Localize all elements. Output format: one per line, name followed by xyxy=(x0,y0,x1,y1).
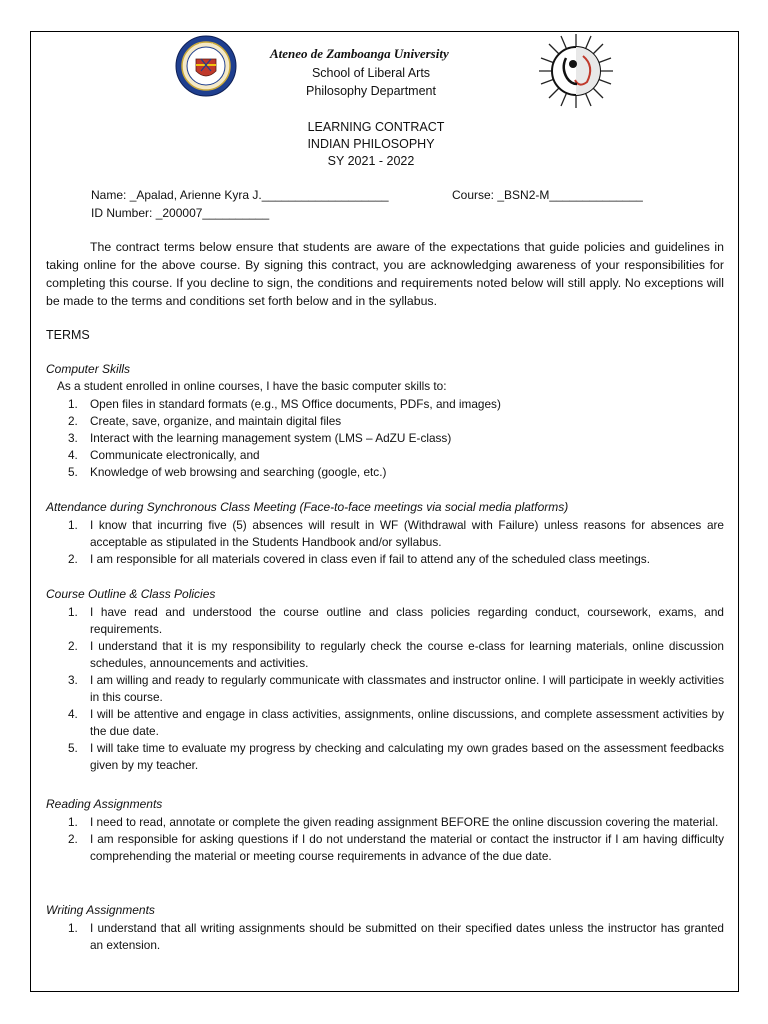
list-item: 2. Create, save, organize, and maintain digital files xyxy=(68,414,342,428)
intro-text: The contract terms below ensure that students are aware of the expectations that guide policies and guidelines in taking online for the above course. By signing this contract, you are acknowledging awareness of your responsibilities for completing this course. If you decline to sign, the conditions and requirements noted below will still apply. No exceptions will be made to the terms and conditions set forth below and in the syllabus. xyxy=(46,240,724,308)
course-label: Course: xyxy=(452,188,495,202)
id-number-value: _200007__________ xyxy=(155,206,270,220)
list-item: 5. I will take time to evaluate my progress by checking and calculating my own grades based on the assessment feedbacks given by my teacher. xyxy=(68,741,724,772)
section-title-attendance: Attendance during Synchronous Class Meeting (Face-to-face meetings via social media platforms) xyxy=(46,500,569,514)
course-value: _BSN2-M______________ xyxy=(497,188,643,202)
course-title: INDIAN PHILOSOPHY xyxy=(307,137,435,151)
name-value: _Apalad, Arienne Kyra J.___________________ xyxy=(129,188,389,202)
section-title-reading-assignments: Reading Assignments xyxy=(46,797,163,811)
intro-paragraph xyxy=(46,238,724,310)
list-item: 1. I understand that all writing assignments should be submitted on their specified dates unless the instructor has granted an extension. xyxy=(68,921,724,952)
list-item: 1. Open files in standard formats (e.g., MS Office documents, PDFs, and images) xyxy=(68,397,501,411)
philosophy-department-logo-icon xyxy=(531,32,621,110)
list-item: 2. I am responsible for all materials covered in class even if fail to attend any of the scheduled class meetings. xyxy=(68,552,650,566)
list-item: 5. Knowledge of web browsing and searching (google, etc.) xyxy=(68,465,387,479)
list-item: 2. I understand that it is my responsibility to regularly check the course e-class for learning materials, online discussion schedules, announcements and activities. xyxy=(68,639,724,670)
course-field xyxy=(452,188,643,202)
terms-heading: TERMS xyxy=(46,328,90,342)
computer-skills-list xyxy=(46,396,724,481)
document-page xyxy=(30,31,739,992)
attendance-list xyxy=(46,517,724,568)
list-item: 1. I have read and understood the course outline and class policies regarding conduct, coursework, exams, and requirements. xyxy=(68,605,724,636)
school-year: SY 2021 - 2022 xyxy=(327,154,415,168)
list-item: 3. Interact with the learning management system (LMS – AdZU E-class) xyxy=(68,431,452,445)
reading-assignments-list xyxy=(46,814,724,865)
writing-assignments-list xyxy=(46,920,724,954)
course-outline-list xyxy=(46,604,724,774)
list-item: 1. I need to read, annotate or complete the given reading assignment BEFORE the online discussion covering the material. xyxy=(68,815,719,829)
name-field xyxy=(91,188,389,202)
list-item: 4. I will be attentive and engage in class activities, assignments, online discussions, and complete assessment activities by the due date. xyxy=(68,707,724,738)
list-item: 4. Communicate electronically, and xyxy=(68,448,260,462)
list-item: 2. I am responsible for asking questions if I do not understand the material or contact the instructor if I am having difficulty comprehending the material or meeting course requirements in advance of the due date. xyxy=(68,832,724,863)
list-item: 3. I am willing and ready to regularly communicate with classmates and instructor online. I will participate in weekly activities in this course. xyxy=(68,673,724,704)
list-item: 1. I know that incurring five (5) absences will result in WF (Withdrawal with Failure) unless reasons for absences are acceptable as stipulated in the Students Handbook and/or syllabus. xyxy=(68,518,724,549)
university-seal-icon xyxy=(175,35,237,97)
section-title-writing-assignments: Writing Assignments xyxy=(46,903,155,917)
svg-text:· · · · ·: · · · · · xyxy=(198,41,214,47)
id-number-field xyxy=(91,206,269,220)
computer-skills-lead: As a student enrolled in online courses, I have the basic computer skills to: xyxy=(57,379,447,393)
school-name: School of Liberal Arts xyxy=(311,66,431,80)
department-name: Philosophy Department xyxy=(306,84,436,98)
id-number-label: ID Number: xyxy=(91,206,153,220)
document-title: LEARNING CONTRACT xyxy=(307,120,445,134)
university-name: Ateneo de Zamboanga University xyxy=(270,46,449,61)
name-label: Name: xyxy=(91,188,127,202)
section-title-course-outline: Course Outline & Class Policies xyxy=(46,587,216,601)
section-title-computer-skills: Computer Skills xyxy=(46,362,131,376)
